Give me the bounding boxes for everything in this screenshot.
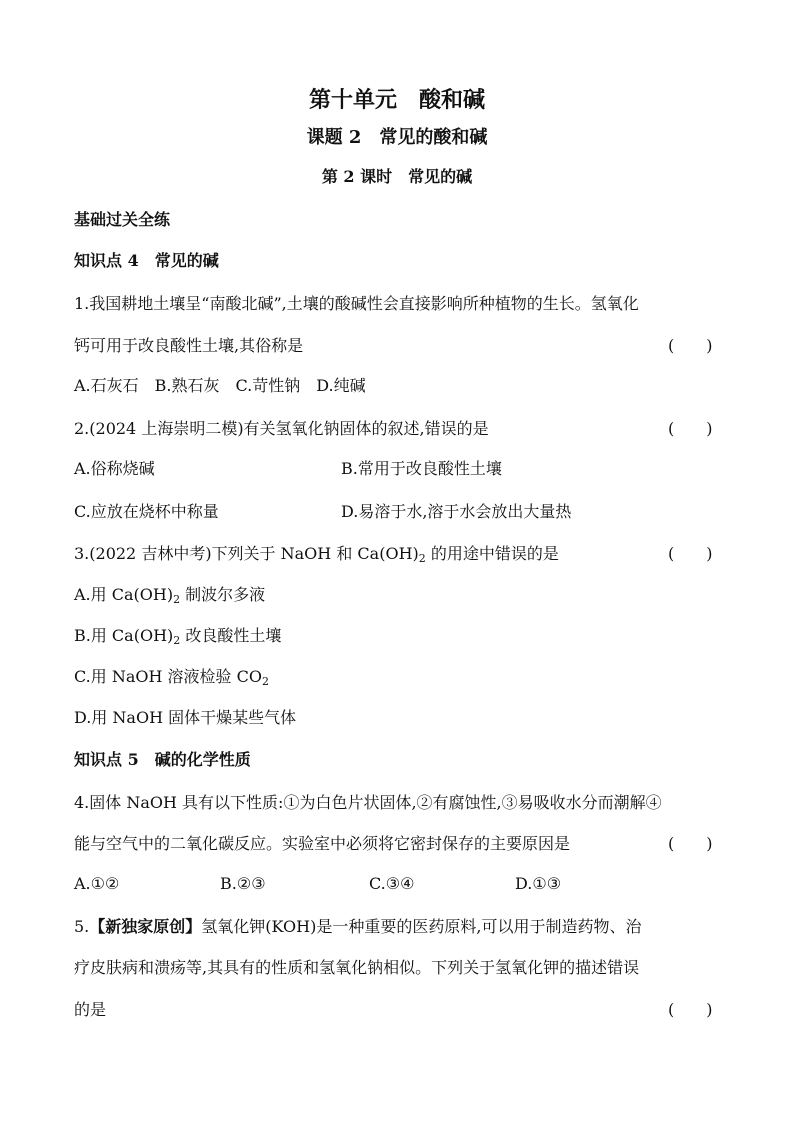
q2-option-b: B.常用于改良酸性土壤 xyxy=(341,459,502,478)
q5-stem-line1-text: 氢氧化钾(KOH)是一种重要的医药原料,可以用于制造药物、治 xyxy=(201,917,642,936)
knowledge-point-5-heading: 知识点 5 碱的化学性质 xyxy=(74,750,251,769)
q2-answer-blank: ( ) xyxy=(668,419,713,438)
q1-stem-line2: 钙可用于改良酸性土壤,其俗称是 xyxy=(74,336,304,355)
q3-stem xyxy=(74,543,559,565)
q2-stem: 2.(2024 上海崇明二模)有关氢氧化钠固体的叙述,错误的是 xyxy=(74,419,489,438)
q1-options: A.石灰石 B.熟石灰 C.苛性钠 D.纯碱 xyxy=(74,376,366,395)
q2-option-d: D.易溶于水,溶于水会放出大量热 xyxy=(341,502,572,521)
q3-answer-blank: ( ) xyxy=(668,544,713,563)
lesson-title: 第 2 课时 常见的碱 xyxy=(321,167,473,186)
knowledge-point-4-heading: 知识点 4 常见的碱 xyxy=(74,251,219,270)
q5-number: 5. xyxy=(74,917,90,936)
q3-option-a-text-end: 制波尔多液 xyxy=(180,585,266,604)
q1-answer-blank: ( ) xyxy=(668,336,713,355)
q3-option-b xyxy=(74,625,281,647)
q2-option-a: A.俗称烧碱 xyxy=(74,459,155,478)
q4-option-b: B.②③ xyxy=(220,874,266,893)
q3-stem-text-a: 3.(2022 吉林中考)下列关于 NaOH 和 Ca(OH) xyxy=(74,544,419,563)
q4-answer-blank: ( ) xyxy=(668,834,713,853)
q4-option-d: D.①③ xyxy=(515,874,562,893)
q5-stem-line1 xyxy=(74,916,641,938)
q1-stem-line1: 1.我国耕地土壤呈“南酸北碱”,土壤的酸碱性会直接影响所种植物的生长。氢氧化 xyxy=(74,294,639,313)
q3-option-c-subscript: 2 xyxy=(262,675,269,688)
q4-stem-line1: 4.固体 NaOH 具有以下性质:①为白色片状固体,②有腐蚀性,③易吸收水分而潮解④ xyxy=(74,793,662,812)
q3-stem-text-b: 的用途中错误的是 xyxy=(425,544,559,563)
unit-title: 第十单元 酸和碱 xyxy=(308,87,485,113)
q3-option-b-text: B.用 Ca(OH) xyxy=(74,626,174,645)
q3-option-b-text-end: 改良酸性土壤 xyxy=(180,626,282,645)
q3-option-a-subscript: 2 xyxy=(173,593,181,606)
section-practice-heading: 基础过关全练 xyxy=(74,210,171,229)
q3-option-b-subscript: 2 xyxy=(173,634,181,647)
q3-option-c-text: C.用 NaOH 溶液检验 CO xyxy=(74,667,262,686)
q5-original-tag: 【新独家原创】 xyxy=(89,917,202,936)
q4-option-a: A.①② xyxy=(74,874,120,893)
q5-stem-line2: 疗皮肤病和溃疡等,其具有的性质和氢氧化钠相似。下列关于氢氧化钾的描述错误 xyxy=(74,958,640,977)
q3-option-d: D.用 NaOH 固体干燥某些气体 xyxy=(74,708,297,727)
q3-stem-subscript: 2 xyxy=(418,552,426,565)
q5-stem-line3: 的是 xyxy=(74,1000,107,1019)
q4-stem-line2: 能与空气中的二氧化碳反应。实验室中必须将它密封保存的主要原因是 xyxy=(74,834,571,853)
q3-option-c xyxy=(74,666,269,688)
q4-option-c: C.③④ xyxy=(369,874,415,893)
topic-title: 课题 2 常见的酸和碱 xyxy=(306,127,488,148)
q2-option-c: C.应放在烧杯中称量 xyxy=(74,502,219,521)
q3-option-a xyxy=(74,584,265,606)
q3-option-a-text: A.用 Ca(OH) xyxy=(74,585,174,604)
q5-answer-blank: ( ) xyxy=(668,1000,713,1019)
